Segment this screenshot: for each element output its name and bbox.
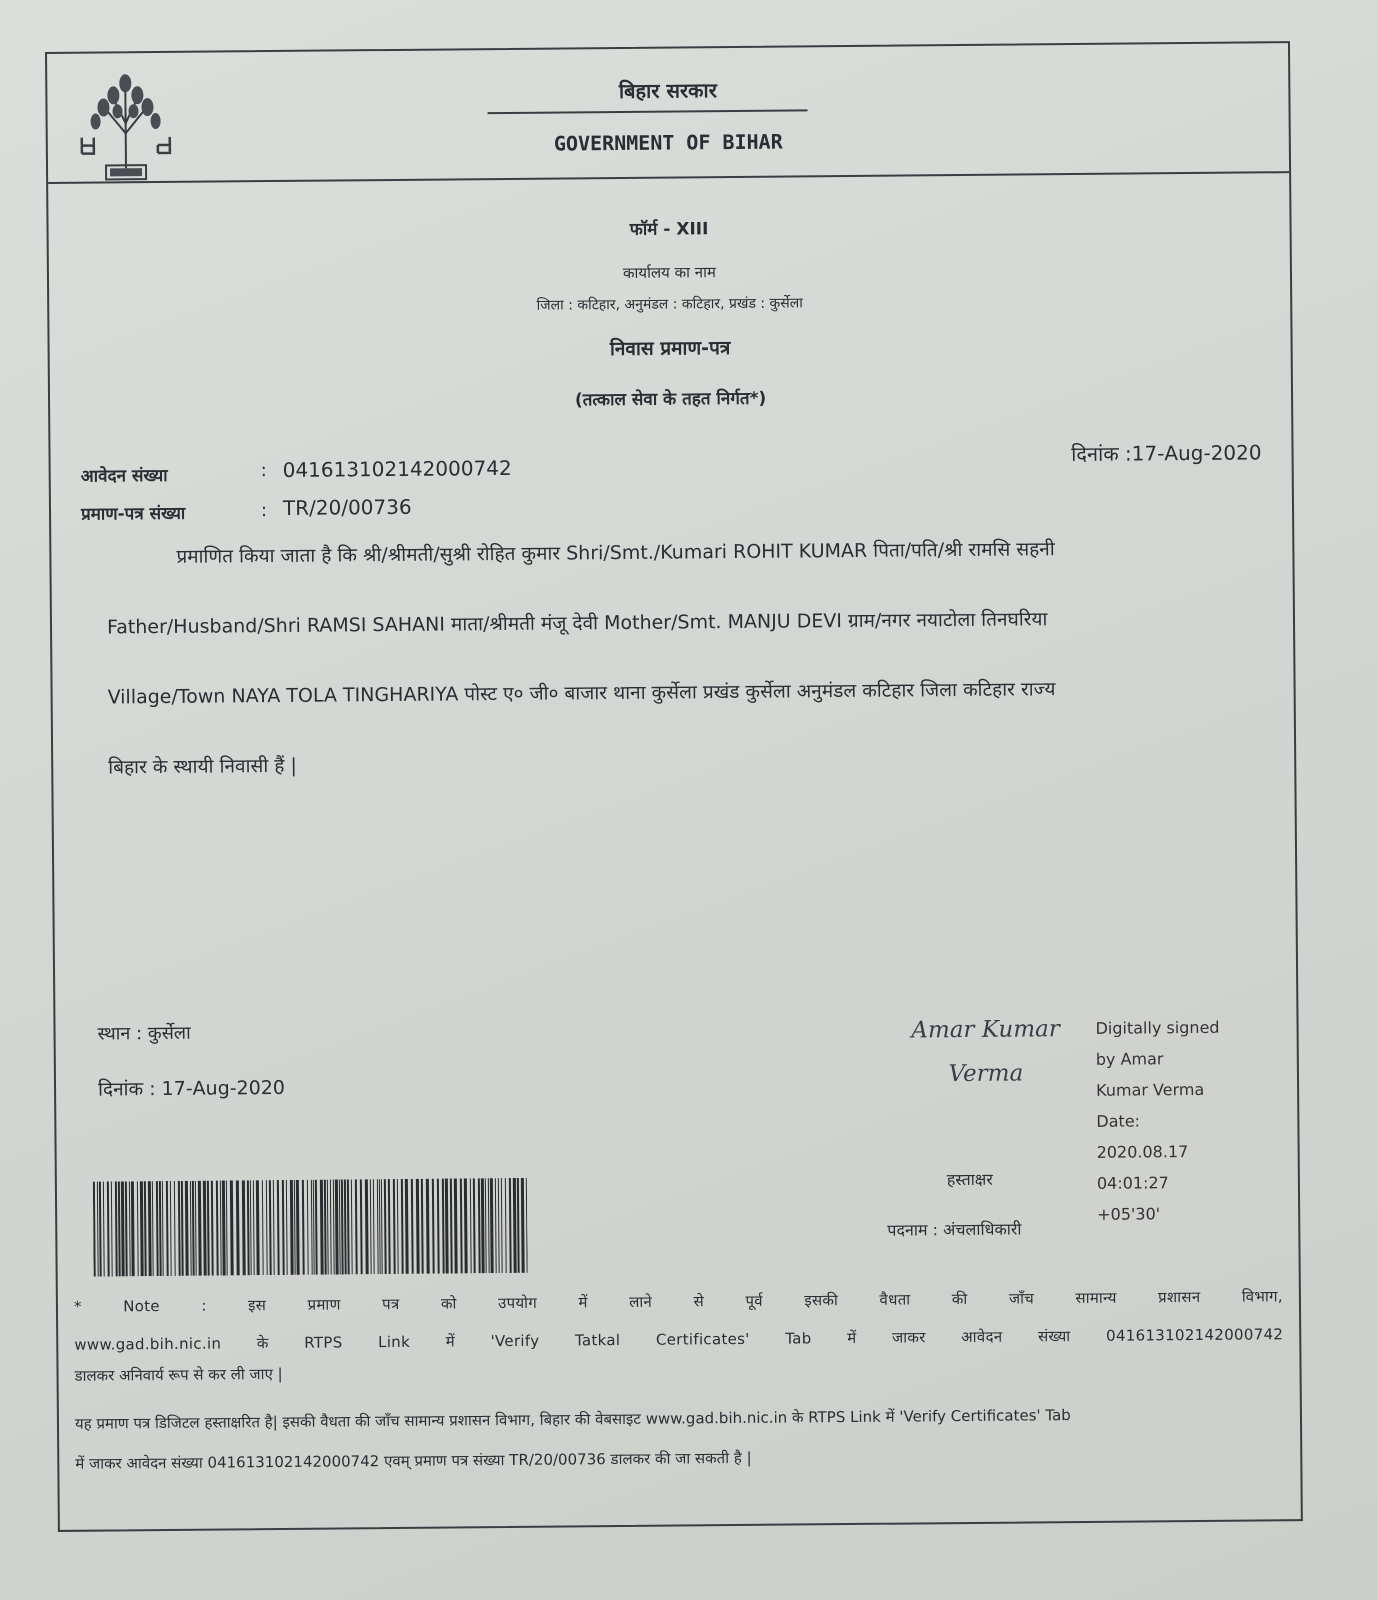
- barcode-bar: [373, 1179, 375, 1274]
- barcode-bar: [170, 1181, 172, 1276]
- dsig-line: Date:: [1096, 1111, 1141, 1131]
- body-line-2: Father/Husband/Shri RAMSI SAHANI माता/श्रीमती मंजू देवी Mother/Smt. MANJU DEVI ग्राम/नगर नयाटोला तिनघरिया: [106, 608, 1048, 639]
- barcode-bar: [99, 1182, 102, 1277]
- barcode-bar: [344, 1179, 347, 1274]
- digital-note-line-1: यह प्रमाण पत्र डिजिटल हस्ताक्षरित है| इसकी वैधता की जाँच सामान्य प्रशासन विभाग, बिहार की वेबसाइट www.gad.bih.nic.in के RTPS Link में 'Verify Certificates' Tab: [74, 1406, 1071, 1433]
- note-line-3: डालकर अनिवार्य रूप से कर ली जाए |: [74, 1364, 283, 1385]
- barcode-bar: [131, 1181, 135, 1276]
- barcode-bar: [282, 1180, 285, 1275]
- barcode-bar: [159, 1181, 162, 1276]
- barcode-bar: [247, 1180, 250, 1275]
- barcode-bar: [320, 1180, 324, 1275]
- barcode: [93, 1178, 528, 1277]
- district-line: जिला : कटिहार, अनुमंडल : कटिहार, प्रखंड : कुर्सेला: [536, 295, 803, 314]
- digital-signature-block: [1095, 1012, 1221, 1230]
- barcode-bar: [230, 1180, 234, 1275]
- barcode-bar: [296, 1180, 300, 1275]
- barcode-bar: [333, 1180, 335, 1275]
- barcode-bar: [401, 1179, 404, 1274]
- barcode-bar: [505, 1178, 507, 1273]
- certificate-colon: :: [260, 500, 268, 522]
- barcode-bar: [365, 1179, 369, 1274]
- barcode-bar: [144, 1181, 147, 1276]
- barcode-bar: [370, 1179, 372, 1274]
- barcode-bar: [121, 1181, 125, 1276]
- barcode-bar: [347, 1179, 350, 1274]
- footer-date: दिनांक : 17-Aug-2020: [97, 1076, 286, 1101]
- signature-script-line-1: Amar Kumar: [911, 1016, 1060, 1044]
- barcode-bar: [236, 1180, 240, 1275]
- digital-note: [75, 1393, 1285, 1484]
- designation: पदनाम : अंचलाधिकारी: [887, 1219, 1022, 1240]
- barcode-bar: [190, 1181, 192, 1276]
- header-hindi-title: बिहार सरकार: [618, 78, 717, 103]
- barcode-bar: [335, 1179, 339, 1274]
- barcode-bar: [513, 1178, 517, 1273]
- issue-date: दिनांक :17-Aug-2020: [1071, 440, 1262, 467]
- barcode-bar: [185, 1181, 189, 1276]
- body-line-3: Village/Town NAYA TOLA TINGHARIYA पोस्ट ए० जी० बाजार थाना कुर्सेला प्रखंड कुर्सेला अनुमंडल कटिहार जिला कटिहार राज्य: [107, 678, 1056, 709]
- application-number-label: आवेदन संख्या: [80, 465, 168, 487]
- barcode-bar: [162, 1181, 164, 1276]
- signature-script-line-2: Verma: [948, 1060, 1024, 1088]
- note-line-1: * Note : इस प्रमाण पत्र को उपयोग में लाने से पूर्व इसकी वैधता की जाँच सामान्य प्रशासन विभाग,: [73, 1287, 1283, 1316]
- barcode-bar: [137, 1181, 139, 1276]
- certificate-title: निवास प्रमाण-पत्र: [609, 337, 731, 361]
- dsig-line: 04:01:27: [1096, 1173, 1169, 1193]
- barcode-bar: [437, 1179, 440, 1274]
- barcode-bar: [220, 1181, 222, 1276]
- application-number: 041613102142000742: [282, 455, 512, 482]
- barcode-bar: [509, 1178, 512, 1273]
- header-divider: [488, 109, 808, 114]
- barcode-bar: [174, 1181, 176, 1276]
- barcode-bar: [211, 1181, 214, 1276]
- barcode-bar: [498, 1178, 500, 1273]
- barcode-bar: [178, 1181, 181, 1276]
- barcode-bar: [377, 1179, 379, 1274]
- certificate-number-label: प्रमाण-पत्र संख्या: [80, 503, 186, 525]
- place: स्थान : कुर्सेला: [97, 1022, 191, 1045]
- barcode-bar: [397, 1179, 399, 1274]
- barcode-bar: [313, 1180, 315, 1275]
- barcode-bar: [421, 1179, 424, 1274]
- barcode-bar: [460, 1178, 463, 1273]
- barcode-bar: [125, 1181, 128, 1276]
- barcode-bar: [242, 1180, 246, 1275]
- barcode-bar: [442, 1179, 445, 1274]
- barcode-bar: [473, 1178, 476, 1273]
- barcode-bar: [341, 1179, 344, 1274]
- barcode-bar: [103, 1182, 105, 1277]
- barcode-bar: [488, 1178, 490, 1273]
- note-block: [74, 1277, 1284, 1364]
- dsig-line: Digitally signed: [1095, 1017, 1220, 1038]
- office-name: कार्यालय का नाम: [622, 263, 717, 282]
- barcode-bar: [140, 1181, 144, 1276]
- header-english-title: GOVERNMENT OF BIHAR: [553, 129, 783, 156]
- barcode-bar: [517, 1178, 520, 1273]
- barcode-bar: [384, 1179, 387, 1274]
- barcode-bar: [411, 1179, 414, 1274]
- body-line-1: प्रमाणित किया जाता है कि श्री/श्रीमती/सुश्री रोहित कुमार Shri/Smt./Kumari ROHIT KUMAR पिता/पति/श्री रामसि सहनी: [176, 538, 1055, 568]
- dsig-line: by Amar: [1095, 1049, 1164, 1069]
- barcode-bar: [405, 1179, 409, 1274]
- barcode-bar: [152, 1181, 154, 1276]
- barcode-bar: [478, 1178, 481, 1273]
- barcode-bar: [294, 1180, 296, 1275]
- barcode-bar: [355, 1179, 358, 1274]
- barcode-bar: [111, 1181, 113, 1276]
- certificate-subtitle: (तत्काल सेवा के तहत निर्गत*): [574, 388, 767, 411]
- barcode-bar: [148, 1181, 152, 1276]
- barcode-bar: [490, 1178, 494, 1273]
- barcode-bar: [501, 1178, 503, 1273]
- barcode-bar: [192, 1181, 195, 1276]
- barcode-bar: [222, 1180, 226, 1275]
- dsig-line: +05'30': [1097, 1204, 1161, 1224]
- barcode-bar: [393, 1179, 396, 1274]
- certificate-number: TR/20/00736: [282, 494, 412, 520]
- barcode-bar: [181, 1181, 184, 1276]
- body-line-4: बिहार के स्थायी निवासी हैं |: [108, 754, 297, 779]
- barcode-bar: [129, 1181, 131, 1276]
- barcode-bar: [107, 1181, 110, 1276]
- signature-script: [895, 1007, 1076, 1097]
- header-rule: [48, 171, 1289, 184]
- barcode-bar: [381, 1179, 383, 1274]
- barcode-bar: [470, 1178, 472, 1273]
- barcode-bar: [330, 1180, 332, 1275]
- barcode-bar: [118, 1181, 121, 1276]
- barcode-bar: [454, 1178, 458, 1273]
- barcode-bar: [311, 1180, 313, 1275]
- barcode-bar: [207, 1181, 210, 1276]
- barcode-bar: [485, 1178, 487, 1273]
- barcode-bar: [416, 1179, 420, 1274]
- barcode-bar: [481, 1178, 485, 1273]
- barcode-bar: [115, 1181, 118, 1276]
- application-colon: :: [260, 460, 267, 482]
- barcode-bar: [426, 1179, 430, 1274]
- digital-note-line-2: में जाकर आवेदन संख्या 041613102142000742 एवम् प्रमाण पत्र संख्या TR/20/00736 डालकर की जा सकती है |: [75, 1448, 752, 1473]
- barcode-bar: [445, 1179, 449, 1274]
- barcode-bar: [495, 1178, 497, 1273]
- barcode-bar: [324, 1180, 327, 1275]
- barcode-bar: [351, 1179, 353, 1274]
- barcode-bar: [97, 1182, 99, 1277]
- barcode-bar: [379, 1179, 381, 1274]
- barcode-bar: [450, 1178, 453, 1273]
- barcode-bar: [195, 1181, 197, 1276]
- signature-label: हस्ताक्षर: [946, 1169, 993, 1190]
- barcode-bar: [327, 1180, 329, 1275]
- barcode-bar: [198, 1181, 202, 1276]
- barcode-bar: [93, 1182, 96, 1277]
- barcode-bar: [290, 1180, 294, 1275]
- barcode-bar: [269, 1180, 272, 1275]
- barcode-bar: [250, 1180, 252, 1275]
- barcode-bar: [315, 1180, 318, 1275]
- barcode-bar: [277, 1180, 280, 1275]
- barcode-bar: [388, 1179, 391, 1274]
- barcode-bar: [253, 1180, 255, 1275]
- barcode-bar: [166, 1181, 169, 1276]
- barcode-bar: [432, 1179, 435, 1274]
- barcode-bar: [302, 1180, 305, 1275]
- barcode-bar: [464, 1178, 468, 1273]
- certificate-frame: [45, 41, 1303, 1532]
- barcode-bar: [262, 1180, 264, 1275]
- barcode-bar: [216, 1181, 219, 1276]
- barcode-bar: [156, 1181, 159, 1276]
- dsig-line: Kumar Verma: [1096, 1079, 1205, 1100]
- dsig-line: 2020.08.17: [1096, 1142, 1189, 1162]
- barcode-bar: [273, 1180, 275, 1275]
- barcode-bar: [203, 1181, 207, 1276]
- barcode-bar: [526, 1178, 528, 1273]
- barcode-bar: [307, 1180, 309, 1275]
- note-line-2: www.gad.bih.nic.in के RTPS Link में 'Verify Tatkal Certificates' Tab में जाकर आवेदन संख्या 041613102142000742: [74, 1325, 1284, 1354]
- form-number: फॉर्म - XIII: [629, 219, 709, 240]
- barcode-bar: [360, 1179, 363, 1274]
- barcode-bar: [339, 1179, 341, 1274]
- barcode-bar: [521, 1178, 525, 1273]
- barcode-bar: [226, 1180, 228, 1275]
- barcode-bar: [256, 1180, 260, 1275]
- barcode-bar: [266, 1180, 268, 1275]
- barcode-bar: [286, 1180, 288, 1275]
